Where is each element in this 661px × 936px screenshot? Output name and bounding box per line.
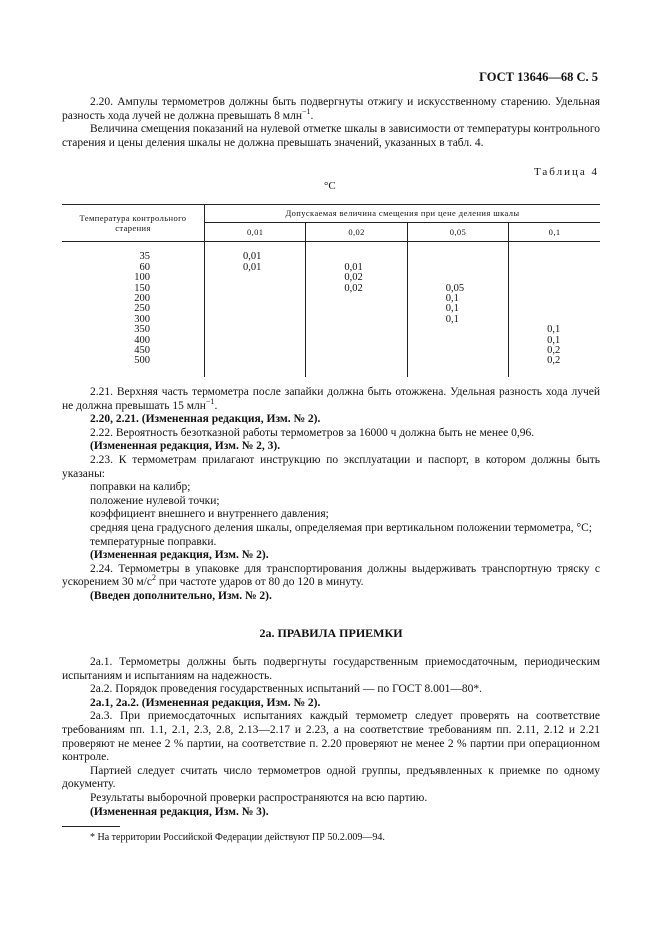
col-header-4: 0,1 — [509, 223, 600, 242]
table-row: 300 0,1 — [62, 315, 600, 325]
edit-note: 2а.1, 2а.2. (Измененная редакция, Изм. № 2). — [90, 696, 321, 709]
footnote-rule — [62, 826, 120, 827]
list-item: температурные поправки. — [90, 535, 217, 548]
col-header-3: 0,05 — [407, 223, 508, 242]
col-header-2: 0,02 — [306, 223, 407, 242]
edit-note: (Введен дополнительно, Изм. № 2). — [90, 589, 272, 602]
edit-note: (Измененная редакция, Изм. № 2, 3). — [90, 440, 281, 453]
table-row: 35 0,01 — [62, 252, 600, 262]
paragraph-table-ref: Величина смещения показаний на нулевой отметке шкалы в зависимости от температуры контрольного старения и цены деления шкалы не должна превышать значений, указанных в табл. 4. — [62, 123, 600, 149]
table-row: 60 0,01 0,01 — [62, 263, 600, 273]
group-header: Допускаемая величина смещения при цене деления шкалы — [205, 204, 601, 223]
footnote: * На территории Российской Федерации действуют ПР 50.2.009—94. — [90, 832, 385, 843]
paragraph-2a-2: 2а.2. Порядок проведения государственных испытаний — по ГОСТ 8.001—80*. — [90, 683, 482, 696]
section-title: 2а. ПРАВИЛА ПРИЕМКИ — [259, 626, 403, 640]
table-row: 150 0,02 0,05 — [62, 284, 600, 294]
table-body — [62, 242, 600, 378]
table-row: 200 0,1 — [62, 294, 600, 304]
section-body — [62, 656, 600, 819]
table-row: 400 0,1 — [62, 336, 600, 346]
col-header-1: 0,01 — [205, 223, 306, 242]
list-item: поправки на калибр; — [90, 481, 191, 494]
table-row: 350 0,1 — [62, 325, 600, 335]
table-row: 250 0,1 — [62, 304, 600, 314]
paragraph-2a-1: 2а.1. Термометры должны быть подвергнуты государственным приемосдаточным, периодическим испытаниям и испытаниям на надежность. — [62, 656, 600, 682]
table-row: 450 0,2 — [62, 346, 600, 356]
col-header-temperature: Температура контрольного старения — [62, 204, 205, 242]
list-item: коэффициент внешнего и внутреннего давления; — [90, 508, 329, 521]
table-unit: °С — [324, 180, 336, 192]
table-row: 500 0,2 — [62, 356, 600, 366]
paragraph-2-22: 2.22. Вероятность безотказной работы термометров за 16000 ч должна быть не менее 0,96. — [90, 426, 535, 439]
list-item: средняя цена градусного деления шкалы, определяемая при вертикальном положении термометра, °С; — [90, 521, 592, 534]
edit-note: (Измененная редакция, Изм. № 3). — [90, 805, 269, 818]
table-caption: Таблица 4 — [533, 166, 599, 178]
page-header: ГОСТ 13646—68 С. 5 — [479, 70, 598, 84]
paragraph-2-24: 2.24. Термометры в упаковке для транспортирования должны выдерживать транспортную тряску с ускорением 30 $м/с^2$ при частоте ударов от 80 до 120 в минуту. — [62, 562, 600, 589]
paragraph-2-20: 2.20. Ампулы термометров должны быть подвергнуты отжигу и искусственному старению. Удельная разность хода лучей не должна превышать 8 млн$^{-1}$. — [62, 96, 600, 122]
edit-note: 2.20, 2.21. (Измененная редакция, Изм. № 2). — [90, 413, 321, 426]
paragraph-results: Результаты выборочной проверки распространяются на всю партию. — [90, 791, 428, 804]
paragraph-2-21: 2.21. Верхняя часть термометра после запайки должна быть отожжена. Удельная разность хода лучей не должна превышать 15 млн$^{-1}$. — [62, 386, 600, 412]
paragraph-2-23: 2.23. К термометрам прилагают инструкцию по эксплуатации и паспорт, в котором должны быть указаны: — [62, 453, 600, 480]
after-table-block — [62, 386, 600, 604]
list-item: положение нулевой точки; — [90, 494, 220, 507]
table-4 — [62, 204, 600, 377]
edit-note: (Измененная редакция, Изм. № 2). — [90, 549, 269, 562]
intro-block — [62, 96, 600, 150]
table-row: 100 0,02 — [62, 273, 600, 283]
paragraph-lot: Партией следует считать число термометров одной группы, предъявленных к приемке по одному документу. — [62, 764, 600, 791]
paragraph-2a-3: 2а.3. При приемосдаточных испытаниях каждый термометр следует проверять на соответствие требованиям пп. 1.1, 2.1, 2.3, 2.8, 2.13—2.17 и 2.23, а на соответствие требованиям пп. 2.11, 2.12 и 2.21 проверяют не менее 2 % партии, на соответствие п. 2.20 проверяют не менее 2 % партии при операционном контроле. — [62, 710, 600, 764]
